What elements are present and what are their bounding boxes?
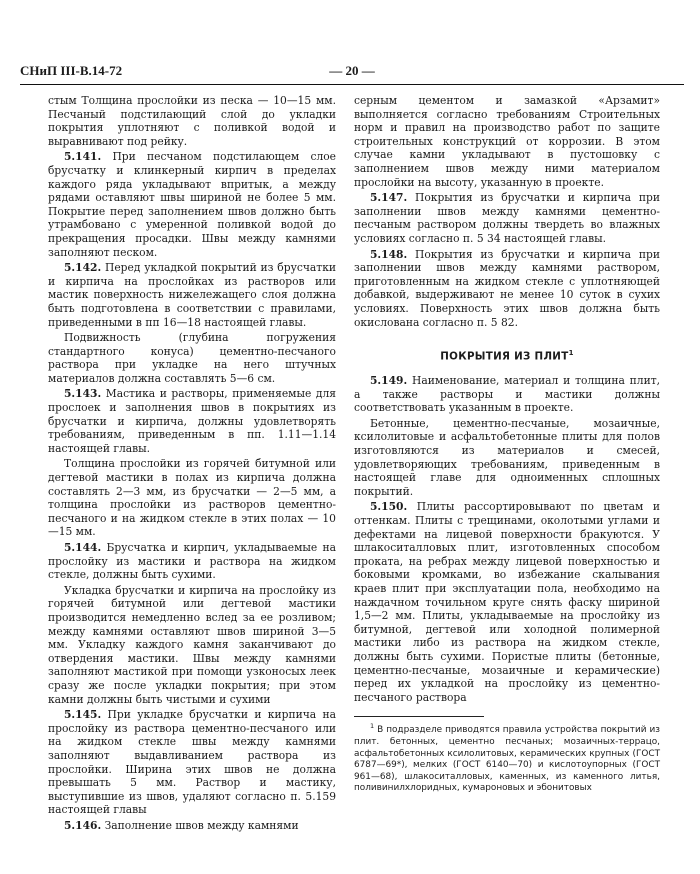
clause-number: 5.143. [64, 387, 102, 401]
paragraph [48, 261, 336, 329]
footnote-rule [354, 716, 484, 717]
section-title [354, 347, 660, 364]
clause-number: 5.145. [64, 708, 102, 722]
clause-number: 5.141. [64, 150, 102, 164]
paragraph [48, 708, 336, 817]
paragraph-text: Перед укладкой покрытий из брусчатки и кирпича на прослойках из растворов или мастик поверхность нижележащего слоя должна быть подготовлена в соответствии с правилами, приведенными в пп 16—18 настоящей главы. [48, 261, 337, 329]
paragraph [48, 387, 336, 455]
footnote-mark: 1 [370, 722, 375, 731]
clause-number: 5.150. [370, 500, 408, 514]
right-column [354, 94, 660, 797]
paragraph [48, 541, 336, 582]
paragraph [354, 94, 660, 189]
paragraph-text: При песчаном подстилающем слое брусчатку и клинкерный кирпич в пределах каждого ряда укладывают впритык, а между рядами оставляют швы шириной не более 5 мм. Покрытие перед заполнением швов должно быть утрамбовано с умеренной поливкой водой до прекращения просадки. Швы между камнями заполняют песком. [48, 150, 336, 259]
left-column [48, 94, 336, 834]
paragraph [48, 457, 336, 539]
section-title-text: ПОКРЫТИЯ ИЗ ПЛИТ [440, 350, 569, 363]
clause-number: 5.149. [370, 374, 408, 388]
page-header [20, 63, 684, 85]
paragraph-text: Плиты рассортировывают по цветам и оттенкам. Плиты с трещинами, околотыми углами и дефектами на лицевой поверхности бракуются. У шлакоситалловых плит, изготовленных способом проката, на ребрах между лицевой поверхностью и боковыми кромками, во избежание скалывания краев плит при эксплуатации пола, необходимо на наждачном точильном круге снять фаску шириной 1,5—2 мм. Плиты, укладываемые на прослойку из битумной, дегтевой или холодной полимерной мастики либо из раствора на жидком стекле, должны быть сухими. Пористые плиты (бетонные, цементно-песчаные, мозаичные и керамические) перед их укладкой на прослойку из цементно-песчаного раствора [354, 500, 660, 704]
paragraph-text: Покрытия из брусчатки и кирпича при заполнении швов между камнями цементно-песчаным раствором должны твердеть во влажных условиях согласно п. 5 34 настоящей главы. [354, 191, 660, 245]
header-rule [20, 84, 684, 85]
paragraph [48, 150, 336, 259]
doc-code: СНиП III-В.14-72 [20, 63, 123, 78]
paragraph [48, 584, 336, 706]
paragraph-text: Мастика и растворы, применяемые для прослоек и заполнения швов в покрытиях из брусчатки и кирпича, должны удовлетворять требованиям, приведенным в пп. 1.11—1.14 настоящей главы. [48, 387, 336, 455]
clause-number: 5.144. [64, 541, 102, 554]
footnote [354, 721, 660, 795]
section-footnote-mark: 1 [568, 349, 574, 358]
paragraph [354, 191, 660, 245]
clause-number: 5.142. [64, 261, 102, 275]
clause-number: 5.147. [370, 191, 408, 205]
paragraph-text: Заполнение швов между камнями [104, 818, 299, 832]
paragraph [48, 94, 336, 148]
paragraph [354, 248, 660, 330]
paragraph-text: стым Толщина прослойки из песка — 10—15 мм. Песчаный подстилающий слой до укладки покрытия уплотняют с поливкой водой и выравнивают под рейку. [48, 94, 336, 148]
paragraph-text: Укладка брусчатки и кирпича на прослойку из горячей битумной или дегтевой мастики производится немедленно вслед за ее розливом; между камнями оставляют швов шириной 3—5 мм. Укладку каждого камня заканчивают до отвердения мастики. Швы между камнями заполняют мастикой при помощи узконосых леек сразу же после укладки покрытия; при этом камни должны быть чистыми и сухими [48, 583, 336, 706]
paragraph [354, 500, 660, 704]
paragraph-text: Подвижность (глубина погружения стандартного конуса) цементно-песчаного раствора при укладке на него штучных материалов должна составлять 5—6 см. [48, 331, 336, 385]
footnote-text: В подразделе приводятся правила устройства покрытий из плит. бетонных, цементно песчаных; мозаичных-террацо, асфальтобетонных ксилолитовых, керамических крупных (ГОСТ 6787—69*), мелких (ГОСТ 6140—70) и кислотоупорных (ГОСТ 961—68), шлакоситалловых, каменных, из каменного литья, поливинилхлоридных, кумароновых и эбонитовых [354, 725, 660, 794]
clause-number: 5.146. [64, 818, 102, 832]
paragraph-text: Наименование, материал и толщина плит, а также растворы и мастики должны соответствовать указанным в проекте. [354, 374, 660, 415]
clause-number: 5.148. [370, 247, 408, 261]
paragraph-text: Покрытия из брусчатки и кирпича при заполнении швов между камнями раствором, приготовленным на жидком стекле с уплотняющей добавкой, выдерживают не менее 10 суток в сухих условиях. Поверхность этих швов должна быть окислована согласно п. 5 82. [354, 247, 660, 329]
paragraph-text: Брусчатка и кирпич, укладываемые на прослойку из мастики и раствора на жидком стекле, должны быть сухими. [48, 541, 336, 582]
paragraph [48, 819, 336, 833]
paragraph-text: Бетонные, цементно-песчаные, мозаичные, ксилолитовые и асфальтобетонные плиты для полов изготовляются из материалов и смесей, удовлетворяющих требованиям, приведенным в настоящей главе для одноименных сплошных покрытий. [354, 416, 660, 498]
page-number: — 20 — [329, 63, 375, 78]
paragraph-text: При укладке брусчатки и кирпича на прослойку из раствора цементно-песчаного или на жидком стекле швы между камнями заполняют выдавливанием раствора из прослойки. Ширина этих швов не должна превышать 5 мм. Раствор и мастику, выступившие из швов, удаляют согласно п. 5.159 настоящей главы [48, 708, 336, 817]
paragraph [48, 331, 336, 385]
paragraph-text: Толщина прослойки из горячей битумной или дегтевой мастики в полах из кирпича должна составлять 2—3 мм, из брусчатки — 2—5 мм, а толщина прослойки из растворов цементно-песчаного и на жидком стекле в этих полах — 10—15 мм. [48, 457, 336, 539]
paragraph [354, 417, 660, 499]
paragraph [354, 374, 660, 415]
paragraph-text: серным цементом и замазкой «Арзамит» выполняется согласно требованиям Строительных норм и правил на производство работ по защите строительных конструкций от коррозии. В этом случае камни укладывают в пустошовку с заполнением швов между ними материалом прослойки на высоту, указанную в проекте. [354, 94, 660, 189]
